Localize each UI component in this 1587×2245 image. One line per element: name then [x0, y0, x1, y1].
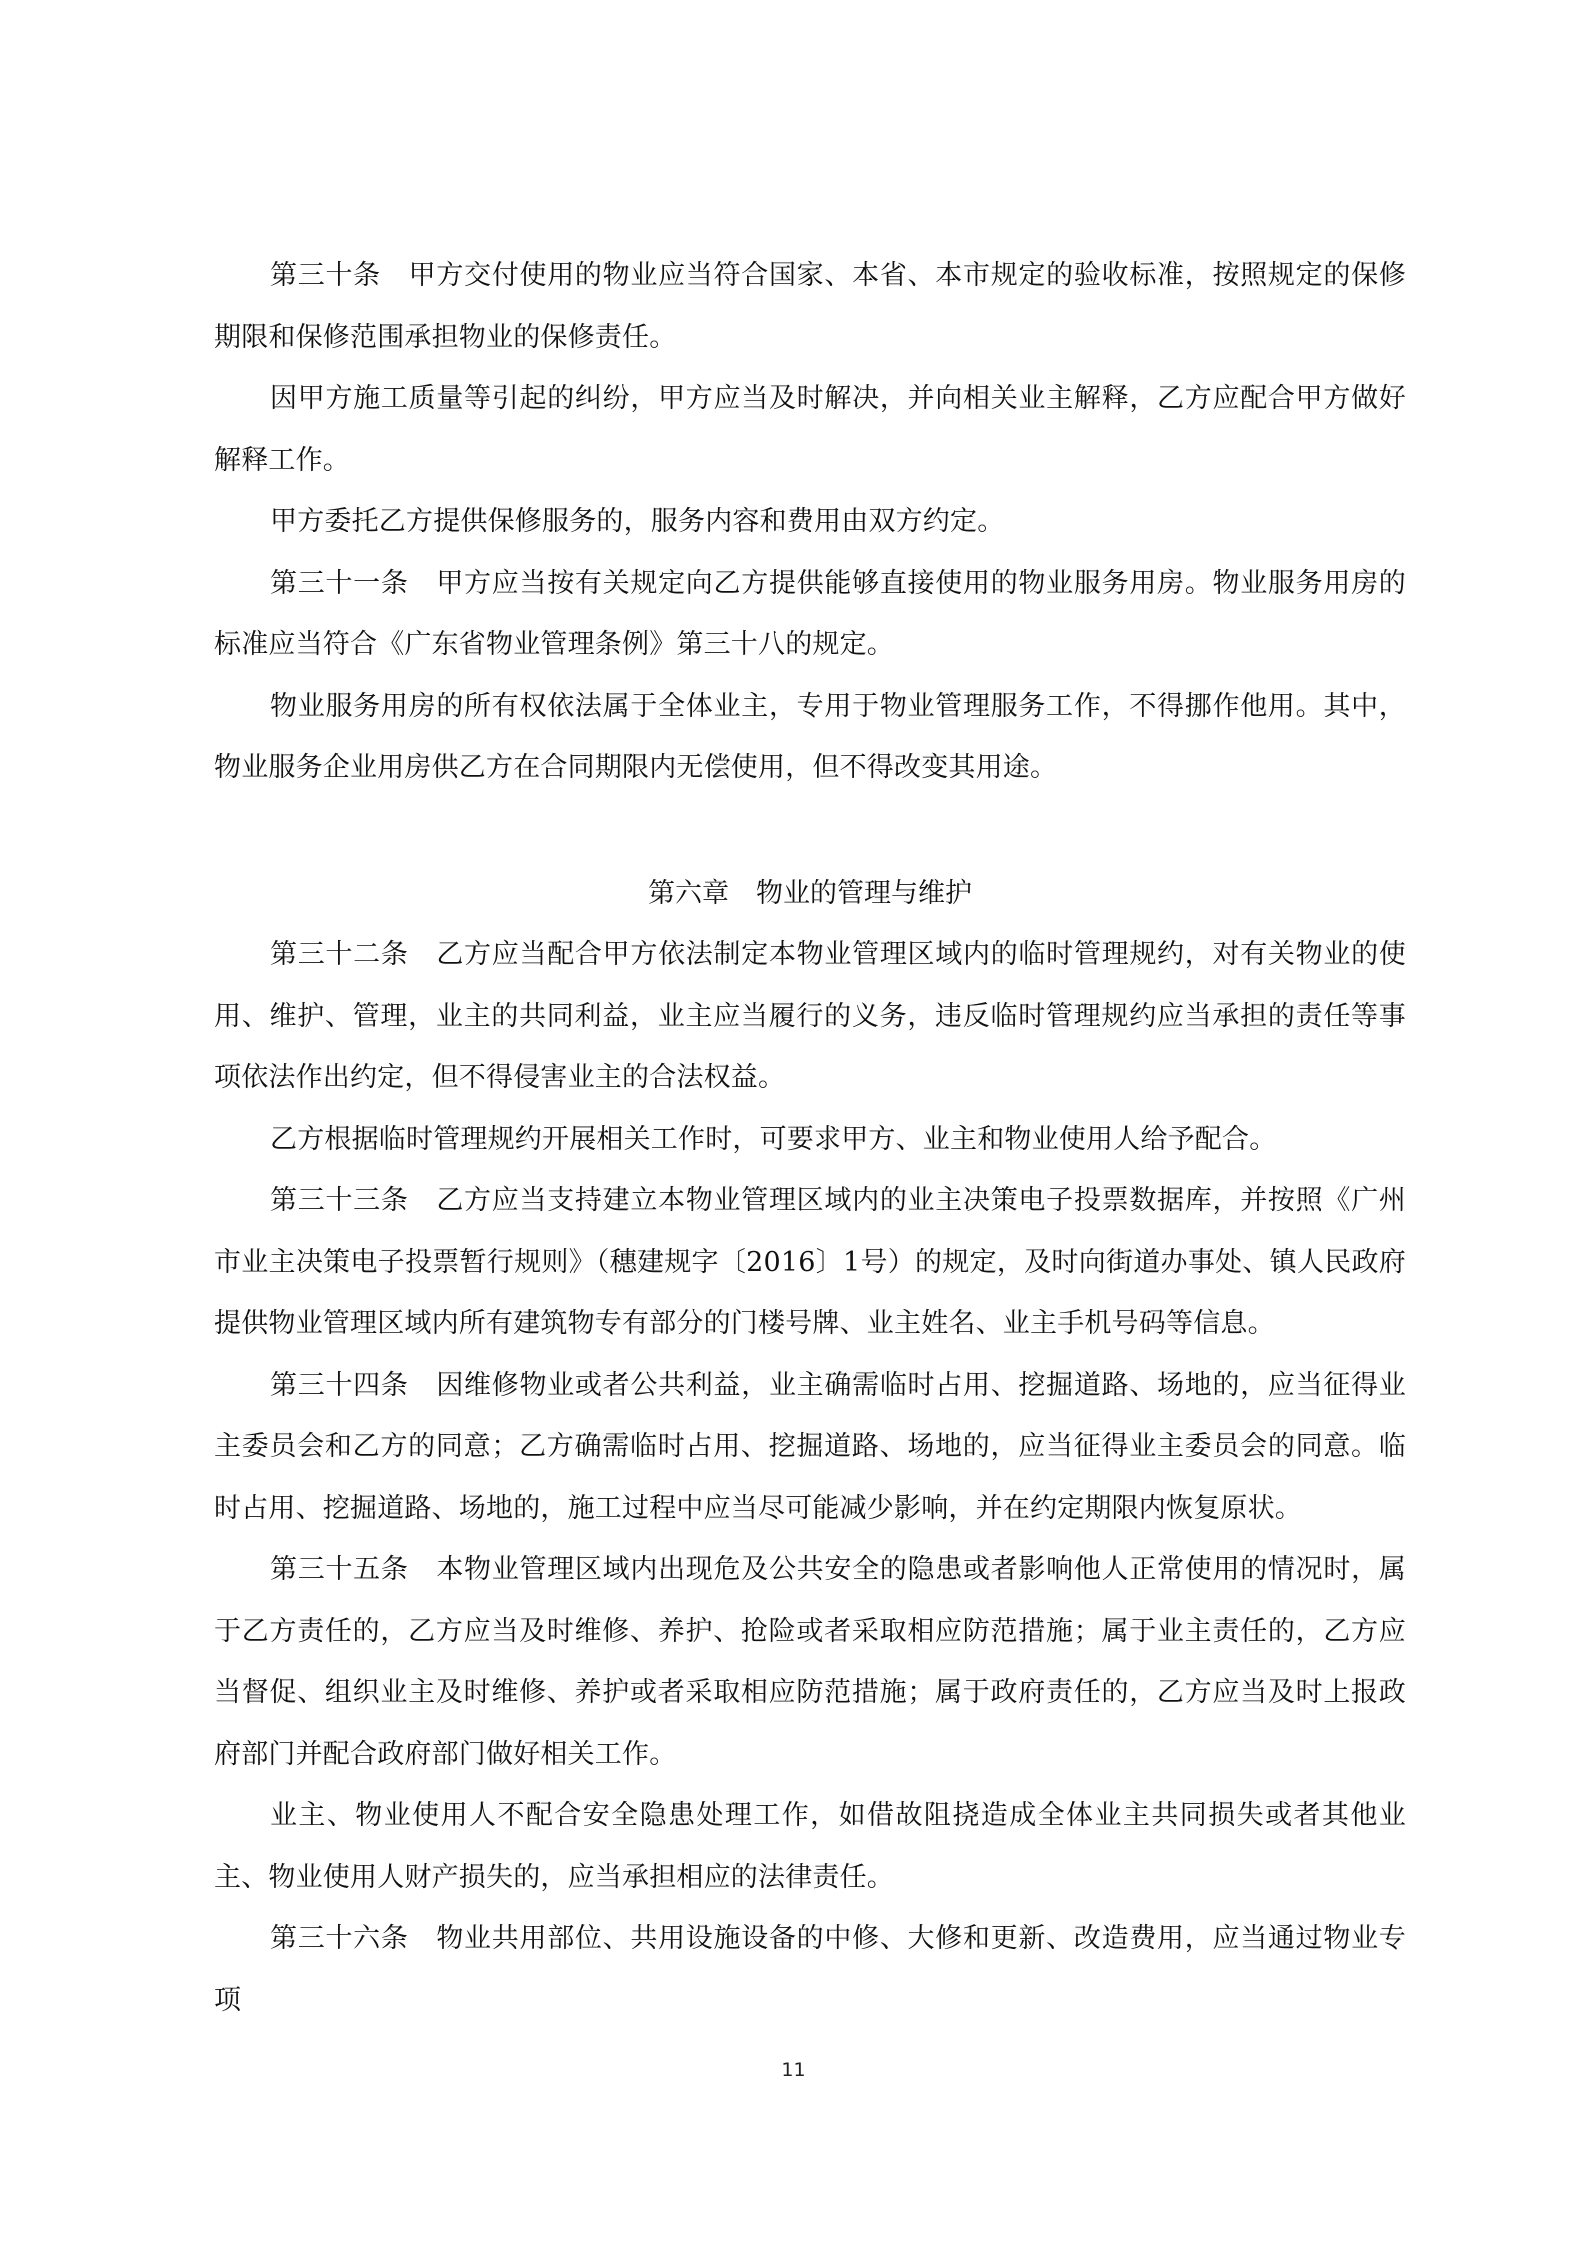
- article-30-paragraph: 第三十条 甲方交付使用的物业应当符合国家、本省、本市规定的验收标准，按照规定的保修期限和保修范围承担物业的保修责任。: [214, 260, 1406, 353]
- chapter-spacer: [214, 799, 1406, 863]
- article-32-cooperation-paragraph: 乙方根据临时管理规约开展相关工作时，可要求甲方、业主和物业使用人给予配合。: [270, 1123, 1277, 1155]
- article-31-paragraph: 第三十一条 甲方应当按有关规定向乙方提供能够直接使用的物业服务用房。物业服务用房的标准应当符合《广东省物业管理条例》第三十八的规定。: [214, 567, 1406, 660]
- article-30-dispute-paragraph: 因甲方施工质量等引起的纠纷，甲方应当及时解决，并向相关业主解释，乙方应配合甲方做好解释工作。: [214, 383, 1406, 476]
- article-34-paragraph: 第三十四条 因维修物业或者公共利益，业主确需临时占用、挖掘道路、场地的，应当征得业主委员会和乙方的同意；乙方确需临时占用、挖掘道路、场地的，应当征得业主委员会的同意。临时占用、挖掘道路、场地的，施工过程中应当尽可能减少影响，并在约定期限内恢复原状。: [214, 1369, 1406, 1524]
- page-number: 11: [781, 2059, 806, 2081]
- article-33-paragraph: 第三十三条 乙方应当支持建立本物业管理区域内的业主决策电子投票数据库，并按照《广州市业主决策电子投票暂行规则》（穗建规字〔2016〕1号）的规定，及时向街道办事处、镇人民政府提供物业管理区域内所有建筑物专有部分的门楼号牌、业主姓名、业主手机号码等信息。: [214, 1185, 1406, 1339]
- article-35-paragraph: 第三十五条 本物业管理区域内出现危及公共安全的隐患或者影响他人正常使用的情况时，属于乙方责任的，乙方应当及时维修、养护、抢险或者采取相应防范措施；属于业主责任的，乙方应当督促、组织业主及时维修、养护或者采取相应防范措施；属于政府责任的，乙方应当及时上报政府部门并配合政府部门做好相关工作。: [214, 1554, 1406, 1770]
- chapter-title: 第六章 物业的管理与维护: [648, 877, 972, 909]
- article-36-paragraph: 第三十六条 物业共用部位、共用设施设备的中修、大修和更新、改造费用，应当通过物业专项: [214, 1923, 1406, 2016]
- article-31-ownership-paragraph: 物业服务用房的所有权依法属于全体业主，专用于物业管理服务工作，不得挪作他用。其中，物业服务企业用房供乙方在合同期限内无偿使用，但不得改变其用途。: [214, 690, 1406, 783]
- article-30-warranty-service-paragraph: 甲方委托乙方提供保修服务的，服务内容和费用由双方约定。: [270, 506, 1005, 537]
- document-body: [214, 245, 1406, 2031]
- article-35-liability-paragraph: 业主、物业使用人不配合安全隐患处理工作，如借故阻挠造成全体业主共同损失或者其他业主、物业使用人财产损失的，应当承担相应的法律责任。: [214, 1800, 1406, 1893]
- article-32-paragraph: 第三十二条 乙方应当配合甲方依法制定本物业管理区域内的临时管理规约，对有关物业的使用、维护、管理，业主的共同利益，业主应当履行的义务，违反临时管理规约应当承担的责任等事项依法作出约定，但不得侵害业主的合法权益。: [214, 939, 1406, 1093]
